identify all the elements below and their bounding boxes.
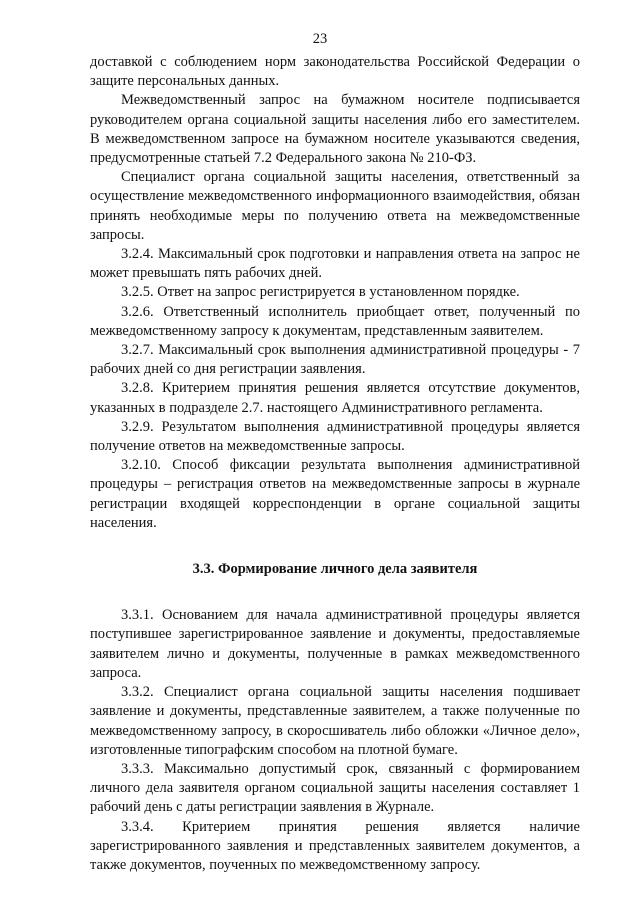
paragraph: 3.2.5. Ответ на запрос регистрируется в установленном порядке.	[121, 284, 520, 301]
paragraph: 3.3.4. Критерием принятия решения является наличие зарегистрированного заявления и представленных заявителем документов, а также документов, поученных по межведомственному запросу.	[90, 818, 580, 873]
document-body	[90, 53, 580, 875]
paragraph: Межведомственный запрос на бумажном носителе подписывается руководителем органа социальной защиты населения либо его заместителем. В межведомственном запросе на бумажном носителе указываются сведения, предусмотренные статьей 7.2 Федерального закона № 210-ФЗ.	[90, 92, 580, 167]
page-number: 23	[312, 31, 328, 47]
section-heading: 3.3. Формирование личного дела заявителя	[192, 561, 478, 578]
paragraph: 3.3.1. Основанием для начала административной процедуры является поступившее зарегистрированное заявление и документы, предоставляемые заявителем лично и документы, полученные в рамках межведомственного запроса.	[90, 607, 580, 681]
paragraph: 3.2.8. Критерием принятия решения является отсутствие документов, указанных в подразделе 2.7. настоящего Административного регламента.	[90, 380, 580, 416]
paragraphs-after	[90, 606, 580, 875]
paragraph: 3.2.10. Способ фиксации результата выполнения административной процедуры – регистрация ответов на межведомственные запросы в журнале регистрации входящей корреспонденции в органе социальной защиты населения.	[90, 457, 580, 531]
paragraph: 3.2.6. Ответственный исполнитель приобщает ответ, полученный по межведомственному запросу к документам, представленным заявителем.	[90, 303, 580, 339]
paragraph: доставкой с соблюдением норм законодательства Российской Федерации о защите персональных данных.	[90, 54, 580, 90]
paragraphs-before	[90, 53, 580, 533]
paragraph: 3.2.4. Максимальный срок подготовки и направления ответа на запрос не может превышать пять рабочих дней.	[90, 246, 580, 282]
paragraph: 3.2.9. Результатом выполнения административной процедуры является получение ответов на межведомственные запросы.	[90, 418, 580, 455]
paragraph: 3.3.3. Максимально допустимый срок, связанный с формированием личного дела заявителя органом социальной защиты населения составляет 1 рабочий день с даты регистрации заявления в Журнале.	[90, 760, 580, 816]
paragraph: 3.3.2. Специалист органа социальной защиты населения подшивает заявление и документы, представленные заявителем, а также полученные по межведомственному запросу, в скоросшиватель либо обложки «Личное дело», изготовленные типографским способом на плотной бумаге.	[90, 684, 580, 758]
paragraph: Специалист органа социальной защиты населения, ответственный за осуществление межведомственного информационного взаимодействия, обязан принять необходимые меры по получению ответа на межведомственные запросы.	[90, 169, 580, 243]
paragraph: 3.2.7. Максимальный срок выполнения административной процедуры - 7 рабочих дней со дня регистрации заявления.	[90, 342, 580, 378]
